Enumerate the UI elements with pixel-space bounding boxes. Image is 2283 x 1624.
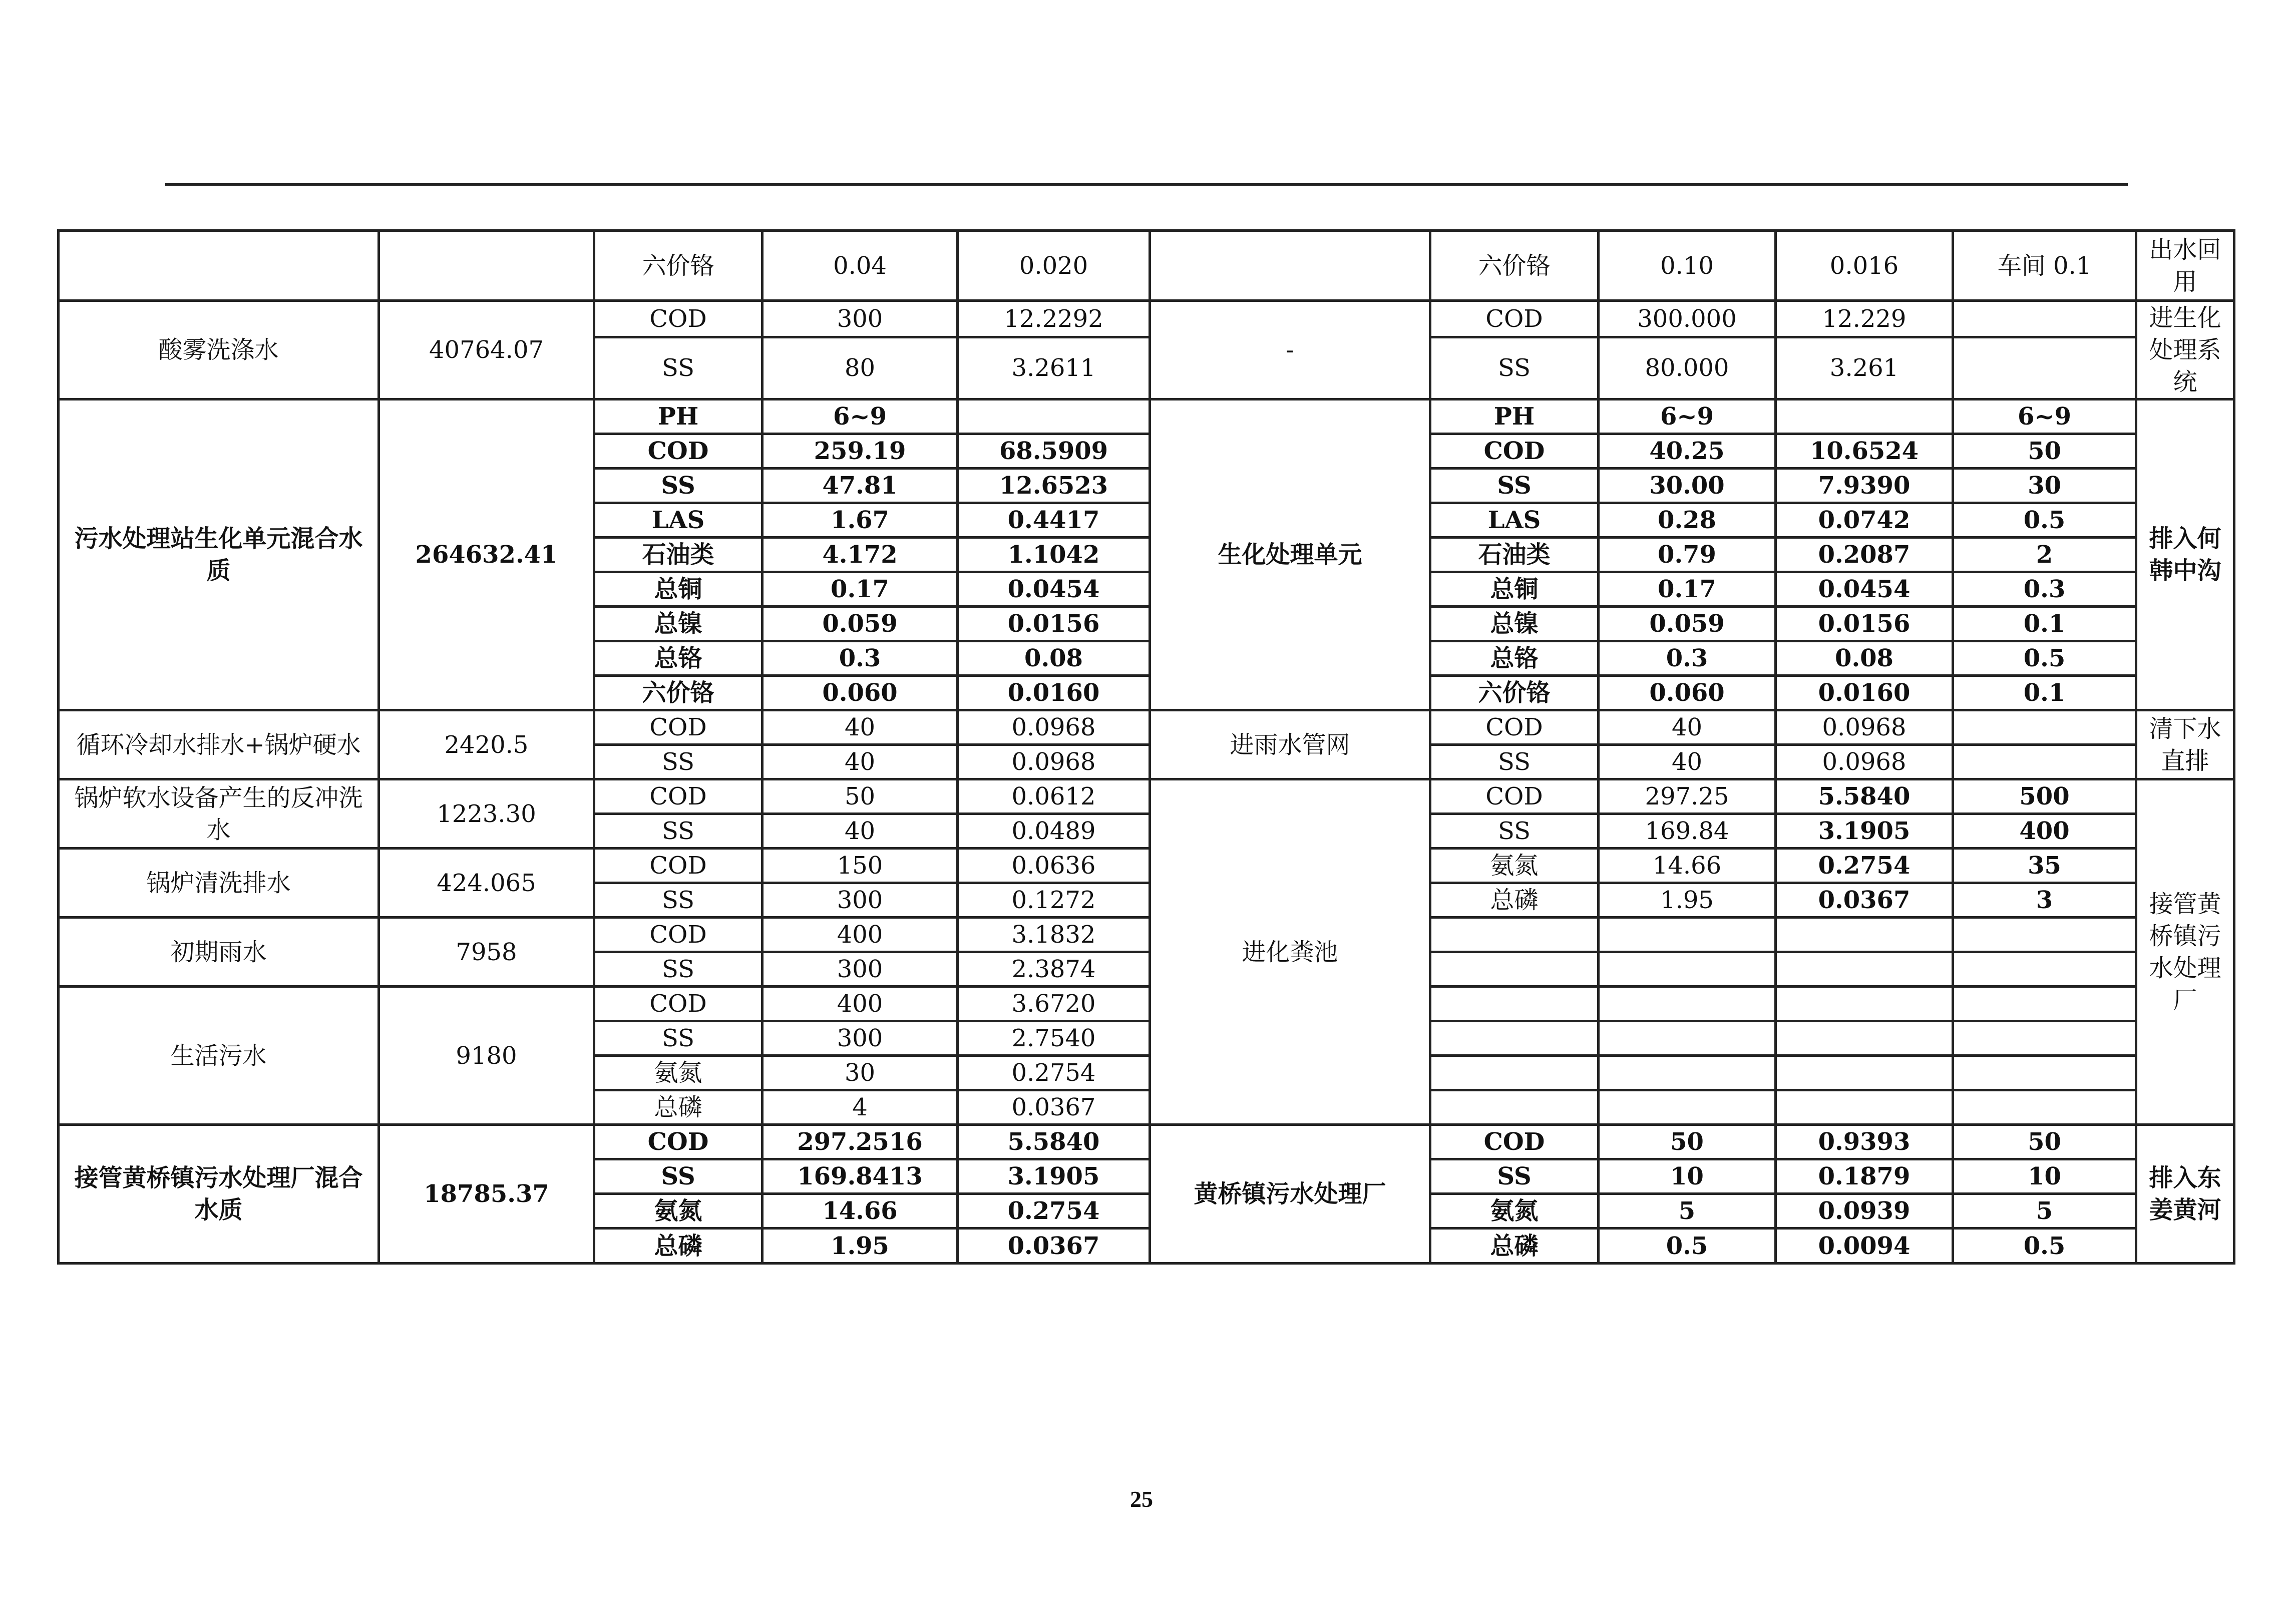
empty-cell [1430,1021,1599,1056]
load-cell: 0.1272 [958,883,1150,918]
concentration-cell: 0.3 [763,641,958,676]
after-pollutant-cell: LAS [1430,503,1599,538]
after-concentration-cell: 5 [1599,1194,1776,1229]
limit-cell: 5 [1953,1194,2136,1229]
after-load-cell [1776,399,1953,434]
concentration-cell: 1.95 [763,1229,958,1264]
empty-cell [1776,1090,1953,1125]
after-load-cell: 0.2087 [1776,538,1953,572]
empty-cell [1776,1056,1953,1090]
load-cell: 0.2754 [958,1056,1150,1090]
after-pollutant-cell: COD [1430,710,1599,745]
after-load-cell: 5.5840 [1776,779,1953,814]
volume-cell: 424.065 [379,849,594,918]
load-cell: 0.0612 [958,779,1150,814]
load-cell: 5.5840 [958,1125,1150,1159]
after-pollutant-cell: 总磷 [1430,883,1599,918]
load-cell: 0.0160 [958,676,1150,710]
empty-cell [1953,918,2136,952]
empty-cell [1599,1056,1776,1090]
after-load-cell: 0.2754 [1776,849,1953,883]
treatment-cell [1150,231,1430,301]
pollutant-cell: SS [594,952,763,987]
load-cell: 0.0636 [958,849,1150,883]
after-pollutant-cell: PH [1430,399,1599,434]
pollutant-cell: LAS [594,503,763,538]
after-concentration-cell: 0.10 [1599,231,1776,301]
empty-cell [1776,987,1953,1021]
pollutant-cell: 总镍 [594,607,763,641]
pollutant-cell: 石油类 [594,538,763,572]
table-row [59,987,2234,1021]
destination-cell: 进生化处理系统 [2136,301,2234,399]
after-pollutant-cell: SS [1430,814,1599,849]
source-cell: 酸雾洗涤水 [59,301,379,399]
limit-cell [1953,337,2136,399]
volume-cell: 18785.37 [379,1125,594,1264]
concentration-cell: 400 [763,987,958,1021]
load-cell: 0.0968 [958,745,1150,779]
source-cell: 锅炉清洗排水 [59,849,379,918]
table-row [59,849,2234,883]
limit-cell [1953,745,2136,779]
load-cell: 3.1905 [958,1159,1150,1194]
pollutant-cell: SS [594,337,763,399]
after-load-cell: 0.016 [1776,231,1953,301]
treatment-cell: 进雨水管网 [1150,710,1430,779]
limit-cell: 0.3 [1953,572,2136,607]
limit-cell [1953,301,2136,337]
table-row [59,779,2234,814]
destination-cell: 出水回用 [2136,231,2234,301]
treatment-cell: 进化粪池 [1150,779,1430,1125]
volume-cell [379,231,594,301]
after-pollutant-cell: SS [1430,337,1599,399]
after-load-cell: 0.1879 [1776,1159,1953,1194]
after-concentration-cell: 0.79 [1599,538,1776,572]
empty-cell [1430,1056,1599,1090]
table-row [59,1125,2234,1159]
source-cell: 接管黄桥镇污水处理厂混合水质 [59,1125,379,1264]
load-cell: 1.1042 [958,538,1150,572]
after-load-cell: 0.0160 [1776,676,1953,710]
after-load-cell: 0.0454 [1776,572,1953,607]
after-pollutant-cell: COD [1430,779,1599,814]
after-concentration-cell: 50 [1599,1125,1776,1159]
concentration-cell: 300 [763,1021,958,1056]
limit-cell [1953,710,2136,745]
load-cell: 0.0367 [958,1090,1150,1125]
after-load-cell: 3.1905 [1776,814,1953,849]
pollutant-cell: COD [594,849,763,883]
table-body [59,231,2234,1264]
after-concentration-cell: 169.84 [1599,814,1776,849]
load-cell: 0.4417 [958,503,1150,538]
concentration-cell: 400 [763,918,958,952]
volume-cell: 7958 [379,918,594,987]
source-cell: 生活污水 [59,987,379,1125]
source-cell: 初期雨水 [59,918,379,987]
after-concentration-cell: 0.3 [1599,641,1776,676]
after-load-cell: 0.0968 [1776,745,1953,779]
limit-cell: 500 [1953,779,2136,814]
after-concentration-cell: 0.5 [1599,1229,1776,1264]
concentration-cell: 47.81 [763,469,958,503]
after-pollutant-cell: COD [1430,434,1599,469]
concentration-cell: 14.66 [763,1194,958,1229]
treatment-cell: 生化处理单元 [1150,399,1430,710]
table-row [59,710,2234,745]
table-row [59,918,2234,952]
pollutant-cell: 总铜 [594,572,763,607]
concentration-cell: 40 [763,814,958,849]
after-concentration-cell: 40 [1599,745,1776,779]
empty-cell [1430,952,1599,987]
destination-cell: 排入何韩中沟 [2136,399,2234,710]
concentration-cell: 300 [763,952,958,987]
source-cell: 锅炉软水设备产生的反冲洗水 [59,779,379,849]
empty-cell [1953,952,2136,987]
after-concentration-cell: 30.00 [1599,469,1776,503]
source-cell [59,231,379,301]
pollutant-cell: 六价铬 [594,231,763,301]
after-concentration-cell: 40.25 [1599,434,1776,469]
concentration-cell: 30 [763,1056,958,1090]
pollutant-cell: COD [594,301,763,337]
after-concentration-cell: 0.060 [1599,676,1776,710]
source-cell: 污水处理站生化单元混合水质 [59,399,379,710]
concentration-cell: 259.19 [763,434,958,469]
after-pollutant-cell: 总磷 [1430,1229,1599,1264]
limit-cell: 3 [1953,883,2136,918]
after-concentration-cell: 0.17 [1599,572,1776,607]
after-load-cell: 0.0094 [1776,1229,1953,1264]
after-pollutant-cell: 石油类 [1430,538,1599,572]
concentration-cell: 40 [763,710,958,745]
pollutant-cell: COD [594,918,763,952]
concentration-cell: 0.060 [763,676,958,710]
table-row [59,301,2234,337]
concentration-cell: 297.2516 [763,1125,958,1159]
pollutant-cell: COD [594,710,763,745]
limit-cell: 10 [1953,1159,2136,1194]
empty-cell [1776,952,1953,987]
table-row [59,399,2234,434]
limit-cell: 0.1 [1953,676,2136,710]
after-pollutant-cell: SS [1430,1159,1599,1194]
after-concentration-cell: 40 [1599,710,1776,745]
limit-cell: 2 [1953,538,2136,572]
pollutant-cell: COD [594,434,763,469]
pollutant-cell: SS [594,745,763,779]
empty-cell [1599,987,1776,1021]
after-load-cell: 12.229 [1776,301,1953,337]
table-row [59,231,2234,301]
load-cell: 0.08 [958,641,1150,676]
empty-cell [1953,1056,2136,1090]
after-concentration-cell: 0.28 [1599,503,1776,538]
empty-cell [1776,1021,1953,1056]
after-pollutant-cell: 总铬 [1430,641,1599,676]
concentration-cell: 300 [763,301,958,337]
after-load-cell: 0.0156 [1776,607,1953,641]
limit-cell: 0.1 [1953,607,2136,641]
treatment-cell: - [1150,301,1430,399]
pollutant-cell: COD [594,1125,763,1159]
after-concentration-cell: 10 [1599,1159,1776,1194]
empty-cell [1430,918,1599,952]
after-load-cell: 0.08 [1776,641,1953,676]
concentration-cell: 40 [763,745,958,779]
load-cell: 2.3874 [958,952,1150,987]
after-pollutant-cell: 氨氮 [1430,849,1599,883]
volume-cell: 40764.07 [379,301,594,399]
concentration-cell: 169.8413 [763,1159,958,1194]
load-cell: 0.2754 [958,1194,1150,1229]
limit-cell: 0.5 [1953,1229,2136,1264]
after-concentration-cell: 297.25 [1599,779,1776,814]
treatment-cell: 黄桥镇污水处理厂 [1150,1125,1430,1264]
after-pollutant-cell: 总铜 [1430,572,1599,607]
pollutant-cell: 六价铬 [594,676,763,710]
load-cell: 0.0968 [958,710,1150,745]
load-cell: 3.1832 [958,918,1150,952]
load-cell: 12.6523 [958,469,1150,503]
after-load-cell: 0.0367 [1776,883,1953,918]
pollutant-cell: 总磷 [594,1090,763,1125]
pollutant-cell: 总铬 [594,641,763,676]
after-load-cell: 0.0968 [1776,710,1953,745]
after-load-cell: 0.9393 [1776,1125,1953,1159]
limit-cell: 0.5 [1953,503,2136,538]
load-cell: 68.5909 [958,434,1150,469]
after-concentration-cell: 1.95 [1599,883,1776,918]
pollutant-cell: SS [594,469,763,503]
volume-cell: 1223.30 [379,779,594,849]
after-pollutant-cell: 总镍 [1430,607,1599,641]
after-pollutant-cell: SS [1430,469,1599,503]
after-concentration-cell: 300.000 [1599,301,1776,337]
destination-cell: 排入东姜黄河 [2136,1125,2234,1264]
volume-cell: 264632.41 [379,399,594,710]
pollutant-cell: SS [594,814,763,849]
pollutant-cell: SS [594,1159,763,1194]
limit-cell: 6~9 [1953,399,2136,434]
concentration-cell: 0.04 [763,231,958,301]
load-cell: 0.0367 [958,1229,1150,1264]
wastewater-table [57,229,2233,1265]
page-number: 25 [1130,1486,1153,1512]
empty-cell [1430,1090,1599,1125]
pollutant-cell: SS [594,883,763,918]
load-cell: 0.020 [958,231,1150,301]
concentration-cell: 150 [763,849,958,883]
empty-cell [1599,952,1776,987]
empty-cell [1430,987,1599,1021]
concentration-cell: 50 [763,779,958,814]
concentration-cell: 300 [763,883,958,918]
volume-cell: 9180 [379,987,594,1125]
after-pollutant-cell: 氨氮 [1430,1194,1599,1229]
empty-cell [1599,918,1776,952]
after-load-cell: 10.6524 [1776,434,1953,469]
limit-cell: 50 [1953,1125,2136,1159]
after-concentration-cell: 0.059 [1599,607,1776,641]
after-pollutant-cell: 六价铬 [1430,676,1599,710]
source-cell: 循环冷却水排水+锅炉硬水 [59,710,379,779]
empty-cell [1953,987,2136,1021]
load-cell: 3.6720 [958,987,1150,1021]
concentration-cell: 0.17 [763,572,958,607]
pollutant-cell: COD [594,779,763,814]
limit-cell: 0.5 [1953,641,2136,676]
limit-cell: 50 [1953,434,2136,469]
pollutant-cell: SS [594,1021,763,1056]
pollutant-cell: 氨氮 [594,1056,763,1090]
limit-cell: 35 [1953,849,2136,883]
empty-cell [1953,1021,2136,1056]
empty-cell [1953,1090,2136,1125]
after-concentration-cell: 80.000 [1599,337,1776,399]
pollutant-cell: 总磷 [594,1229,763,1264]
empty-cell [1599,1090,1776,1125]
concentration-cell: 4 [763,1090,958,1125]
concentration-cell: 6~9 [763,399,958,434]
header-rule [165,183,2128,186]
destination-cell: 清下水直排 [2136,710,2234,779]
after-concentration-cell: 14.66 [1599,849,1776,883]
empty-cell [1599,1021,1776,1056]
pollutant-cell: COD [594,987,763,1021]
after-load-cell: 0.0939 [1776,1194,1953,1229]
pollutant-cell: PH [594,399,763,434]
after-pollutant-cell: COD [1430,1125,1599,1159]
concentration-cell: 80 [763,337,958,399]
pollutant-cell: 氨氮 [594,1194,763,1229]
after-load-cell: 7.9390 [1776,469,1953,503]
concentration-cell: 4.172 [763,538,958,572]
concentration-cell: 0.059 [763,607,958,641]
load-cell: 0.0489 [958,814,1150,849]
load-cell [958,399,1150,434]
destination-cell: 接管黄桥镇污水处理厂 [2136,779,2234,1125]
after-concentration-cell: 6~9 [1599,399,1776,434]
limit-cell: 30 [1953,469,2136,503]
limit-cell: 车间 0.1 [1953,231,2136,301]
after-pollutant-cell: SS [1430,745,1599,779]
concentration-cell: 1.67 [763,503,958,538]
volume-cell: 2420.5 [379,710,594,779]
after-pollutant-cell: COD [1430,301,1599,337]
load-cell: 3.2611 [958,337,1150,399]
after-load-cell: 3.261 [1776,337,1953,399]
empty-cell [1776,918,1953,952]
load-cell: 0.0156 [958,607,1150,641]
load-cell: 0.0454 [958,572,1150,607]
load-cell: 12.2292 [958,301,1150,337]
after-pollutant-cell: 六价铬 [1430,231,1599,301]
limit-cell: 400 [1953,814,2136,849]
after-load-cell: 0.0742 [1776,503,1953,538]
load-cell: 2.7540 [958,1021,1150,1056]
